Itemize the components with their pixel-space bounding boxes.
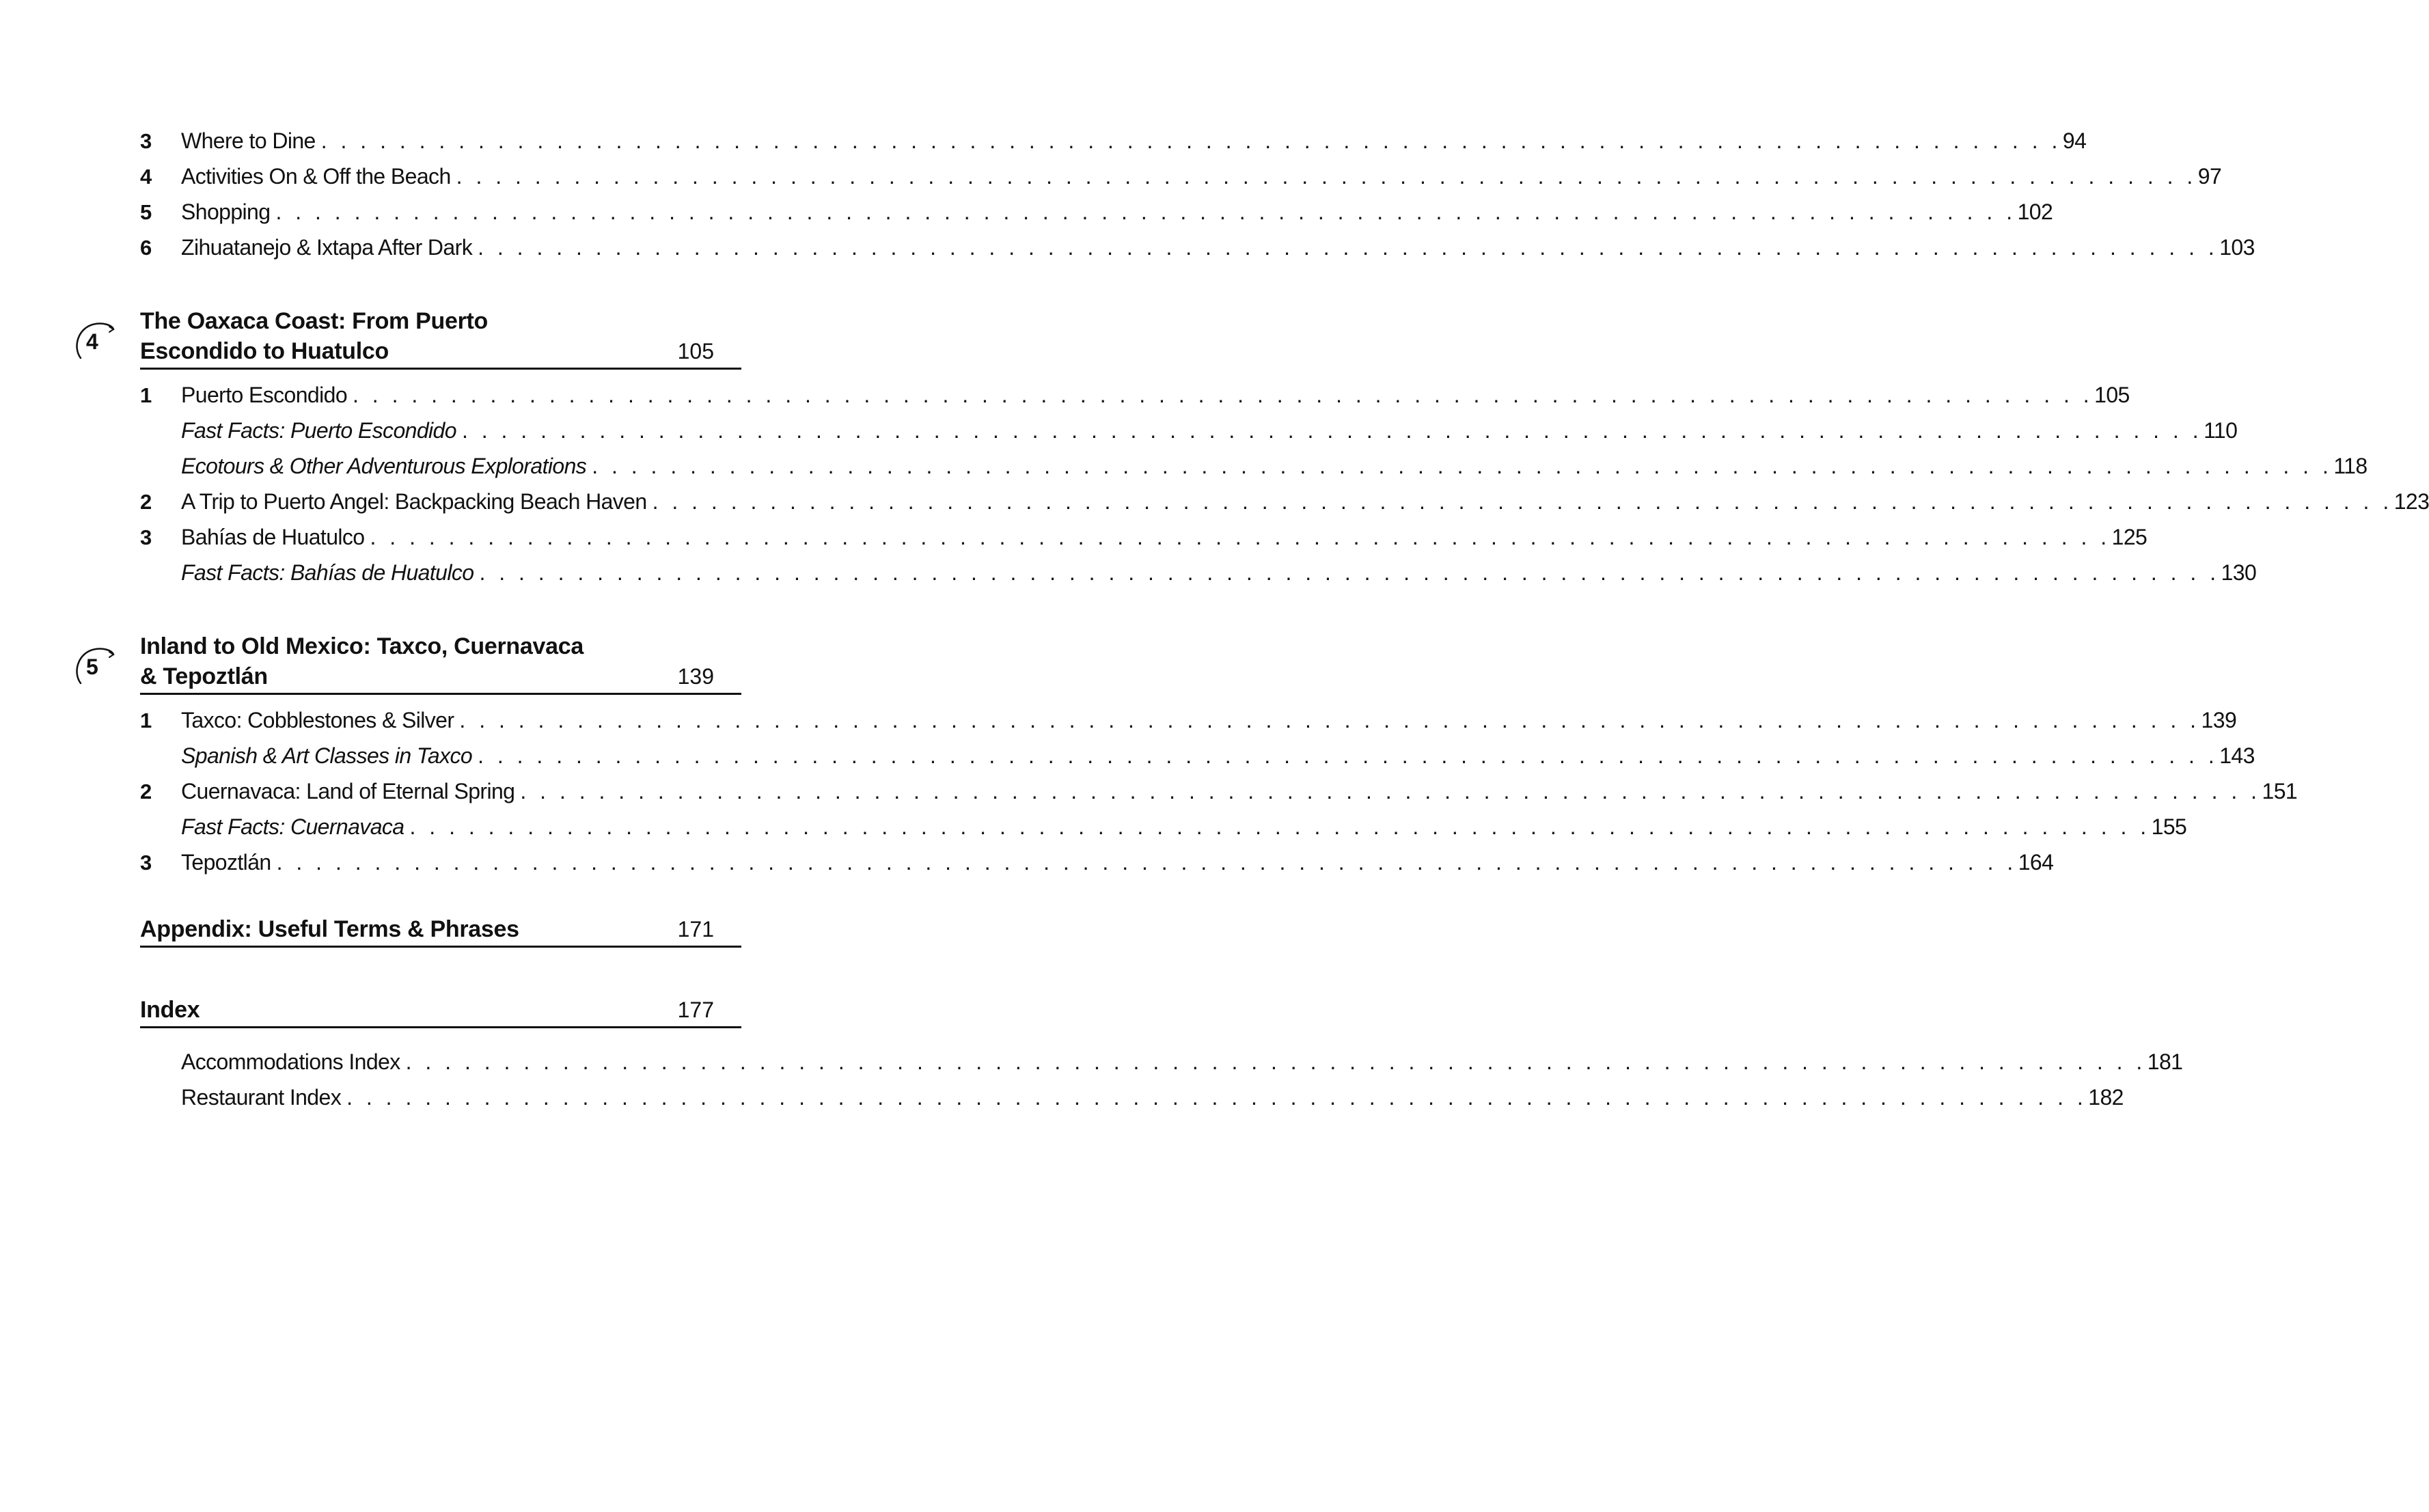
entry-number: 3 xyxy=(140,129,152,153)
chapter-page-number: 139 xyxy=(677,664,714,689)
toc-entry[interactable] xyxy=(140,1045,2183,1078)
entry-page-number: 103 xyxy=(2219,235,2255,260)
chapter-5-heading[interactable] xyxy=(140,631,741,695)
dot-leader: . . . . . . . . . . . . . . . . . . . . . . . . . . . . . . . . . . . . . . . . . . . . . . . . . . . . . . . . . . . . . . . . . . . . . . . . . . . . . . . . . . . . . . . . . xyxy=(478,743,2219,768)
toc-entry[interactable] xyxy=(140,775,2298,808)
dot-leader: . . . . . . . . . . . . . . . . . . . . . . . . . . . . . . . . . . . . . . . . . . . . . . . . . . . . . . . . . . . . . . . . . . . . . . . . . . . . . . . . . . . . . . . . . xyxy=(409,814,2150,839)
entry-page-number: 139 xyxy=(2201,708,2237,732)
chapter-title-line-2: & Tepoztlán xyxy=(140,663,268,689)
chapter-page-number: 105 xyxy=(677,339,714,363)
toc-entry[interactable] xyxy=(140,231,2255,264)
toc-entry[interactable] xyxy=(140,160,2222,193)
chapter-number: 5 xyxy=(86,655,98,679)
entry-page-number: 143 xyxy=(2219,743,2255,768)
entry-title: Cuernavaca: Land of Eternal Spring xyxy=(181,779,515,803)
chapter-title-line-2: Escondido to Huatulco xyxy=(140,338,389,364)
dot-leader: . . . . . . . . . . . . . . . . . . . . . . . . . . . . . . . . . . . . . . . . . . . . . . . . . . . . . . . . . . . . . . . . . . . . . . . . . . . . . . . . . . . . . . . . . xyxy=(652,489,2393,514)
dot-leader: . . . . . . . . . . . . . . . . . . . . . . . . . . . . . . . . . . . . . . . . . . . . . . . . . . . . . . . . . . . . . . . . . . . . . . . . . . . . . . . . . . . . . . . . . xyxy=(405,1049,2146,1074)
toc-entry[interactable] xyxy=(140,379,2130,411)
entry-page-number: 102 xyxy=(2017,200,2053,224)
chapter-divider xyxy=(140,946,741,948)
index-heading[interactable] xyxy=(140,995,741,1028)
entry-page-number: 97 xyxy=(2197,164,2222,189)
dot-leader: . . . . . . . . . . . . . . . . . . . . . . . . . . . . . . . . . . . . . . . . . . . . . . . . . . . . . . . . . . . . . . . . . . . . . . . . . . . . . . . . . . . . . . . . . xyxy=(520,779,2261,803)
dot-leader: . . . . . . . . . . . . . . . . . . . . . . . . . . . . . . . . . . . . . . . . . . . . . . . . . . . . . . . . . . . . . . . . . . . . . . . . . . . . . . . . . . . . . . . . . xyxy=(353,383,2094,407)
toc-subentry[interactable] xyxy=(140,556,2257,589)
entry-number: 6 xyxy=(140,236,152,260)
dot-leader: . . . . . . . . . . . . . . . . . . . . . . . . . . . . . . . . . . . . . . . . . . . . . . . . . . . . . . . . . . . . . . . . . . . . . . . . . . . . . . . . . . . . . . . . . xyxy=(320,128,2061,153)
toc-subentry[interactable] xyxy=(140,450,2368,482)
chapter-4-heading[interactable] xyxy=(140,306,741,370)
chapter-5-badge xyxy=(68,641,116,689)
dot-leader: . . . . . . . . . . . . . . . . . . . . . . . . . . . . . . . . . . . . . . . . . . . . . . . . . . . . . . . . . . . . . . . . . . . . . . . . . . . . . . . . . . . . . . . . . xyxy=(346,1085,2087,1110)
entry-title: Bahías de Huatulco xyxy=(181,525,365,549)
entry-title: Where to Dine xyxy=(181,128,316,153)
entry-number: 1 xyxy=(140,709,152,732)
entry-title: Activities On & Off the Beach xyxy=(181,164,451,189)
index-page-number: 177 xyxy=(677,998,714,1022)
entry-number: 4 xyxy=(140,165,152,189)
toc-subentry[interactable] xyxy=(140,810,2187,843)
entry-number: 3 xyxy=(140,525,152,549)
entry-page-number: 130 xyxy=(2221,560,2257,585)
chapter-divider xyxy=(140,1026,741,1028)
toc-entry[interactable] xyxy=(140,485,2429,518)
appendix-title: Appendix: Useful Terms & Phrases xyxy=(140,916,519,942)
entry-title: A Trip to Puerto Angel: Backpacking Beach Haven xyxy=(181,489,647,514)
entry-title: Shopping xyxy=(181,200,271,224)
entry-title: Fast Facts: Puerto Escondido xyxy=(181,418,456,443)
dot-leader: . . . . . . . . . . . . . . . . . . . . . . . . . . . . . . . . . . . . . . . . . . . . . . . . . . . . . . . . . . . . . . . . . . . . . . . . . . . . . . . . . . . . . . . . . xyxy=(275,200,2016,224)
dot-leader: . . . . . . . . . . . . . . . . . . . . . . . . . . . . . . . . . . . . . . . . . . . . . . . . . . . . . . . . . . . . . . . . . . . . . . . . . . . . . . . . . . . . . . . . . xyxy=(276,850,2017,875)
index-title: Index xyxy=(140,997,200,1023)
dot-leader: . . . . . . . . . . . . . . . . . . . . . . . . . . . . . . . . . . . . . . . . . . . . . . . . . . . . . . . . . . . . . . . . . . . . . . . . . . . . . . . . . . . . . . . . . xyxy=(592,454,2333,478)
dot-leader: . . . . . . . . . . . . . . . . . . . . . . . . . . . . . . . . . . . . . . . . . . . . . . . . . . . . . . . . . . . . . . . . . . . . . . . . . . . . . . . . . . . . . . . . . xyxy=(478,235,2219,260)
entry-page-number: 181 xyxy=(2147,1049,2183,1074)
entry-page-number: 164 xyxy=(2018,850,2054,875)
dot-leader: . . . . . . . . . . . . . . . . . . . . . . . . . . . . . . . . . . . . . . . . . . . . . . . . . . . . . . . . . . . . . . . . . . . . . . . . . . . . . . . . . . . . . . . . . xyxy=(461,418,2203,443)
entry-title: Fast Facts: Bahías de Huatulco xyxy=(181,560,474,585)
appendix-heading[interactable] xyxy=(140,914,741,948)
entry-title: Fast Facts: Cuernavaca xyxy=(181,814,404,839)
entry-page-number: 94 xyxy=(2062,128,2087,153)
entry-title: Puerto Escondido xyxy=(181,383,348,407)
toc-subentry[interactable] xyxy=(140,414,2238,447)
dot-leader: . . . . . . . . . . . . . . . . . . . . . . . . . . . . . . . . . . . . . . . . . . . . . . . . . . . . . . . . . . . . . . . . . . . . . . . . . . . . . . . . . . . . . . . . . xyxy=(370,525,2111,549)
dot-leader: . . . . . . . . . . . . . . . . . . . . . . . . . . . . . . . . . . . . . . . . . . . . . . . . . . . . . . . . . . . . . . . . . . . . . . . . . . . . . . . . . . . . . . . . . xyxy=(456,164,2197,189)
toc-entry[interactable] xyxy=(140,846,2054,879)
entry-number: 2 xyxy=(140,490,152,514)
entry-title: Tepoztlán xyxy=(181,850,271,875)
chapter-number: 4 xyxy=(86,329,98,354)
entry-title: Spanish & Art Classes in Taxco xyxy=(181,743,473,768)
appendix-page-number: 171 xyxy=(677,917,714,941)
dot-leader: . . . . . . . . . . . . . . . . . . . . . . . . . . . . . . . . . . . . . . . . . . . . . . . . . . . . . . . . . . . . . . . . . . . . . . . . . . . . . . . . . . . . . . . . . xyxy=(479,560,2220,585)
toc-entry[interactable] xyxy=(140,124,2087,157)
chapter-title-line-1: Inland to Old Mexico: Taxco, Cuernavaca xyxy=(140,633,584,659)
entry-title: Restaurant Index xyxy=(181,1085,342,1110)
toc-subentry[interactable] xyxy=(140,739,2255,772)
toc-entry[interactable] xyxy=(140,1081,2124,1114)
dot-leader: . . . . . . . . . . . . . . . . . . . . . . . . . . . . . . . . . . . . . . . . . . . . . . . . . . . . . . . . . . . . . . . . . . . . . . . . . . . . . . . . . . . . . . . . . xyxy=(459,708,2200,732)
entry-number: 1 xyxy=(140,383,152,407)
entry-page-number: 123 xyxy=(2393,489,2429,514)
chapter-divider xyxy=(140,693,741,695)
entry-number: 2 xyxy=(140,780,152,803)
entry-number: 5 xyxy=(140,200,152,224)
entry-title: Accommodations Index xyxy=(181,1049,400,1074)
toc-entry[interactable] xyxy=(140,704,2237,737)
entry-page-number: 151 xyxy=(2262,779,2298,803)
entry-page-number: 155 xyxy=(2151,814,2187,839)
chapter-divider xyxy=(140,368,741,370)
toc-entry[interactable] xyxy=(140,195,2053,228)
entry-number: 3 xyxy=(140,851,152,875)
entry-title: Zihuatanejo & Ixtapa After Dark xyxy=(181,235,473,260)
entry-title: Ecotours & Other Adventurous Explorations xyxy=(181,454,587,478)
toc-entry[interactable] xyxy=(140,521,2147,553)
entry-page-number: 110 xyxy=(2204,418,2238,443)
chapter-title-line-1: The Oaxaca Coast: From Puerto xyxy=(140,308,488,334)
chapter-4-badge xyxy=(68,316,116,363)
entry-page-number: 118 xyxy=(2333,454,2368,478)
entry-title: Taxco: Cobblestones & Silver xyxy=(181,708,454,732)
entry-page-number: 182 xyxy=(2088,1085,2124,1110)
entry-page-number: 125 xyxy=(2111,525,2147,549)
entry-page-number: 105 xyxy=(2094,383,2130,407)
